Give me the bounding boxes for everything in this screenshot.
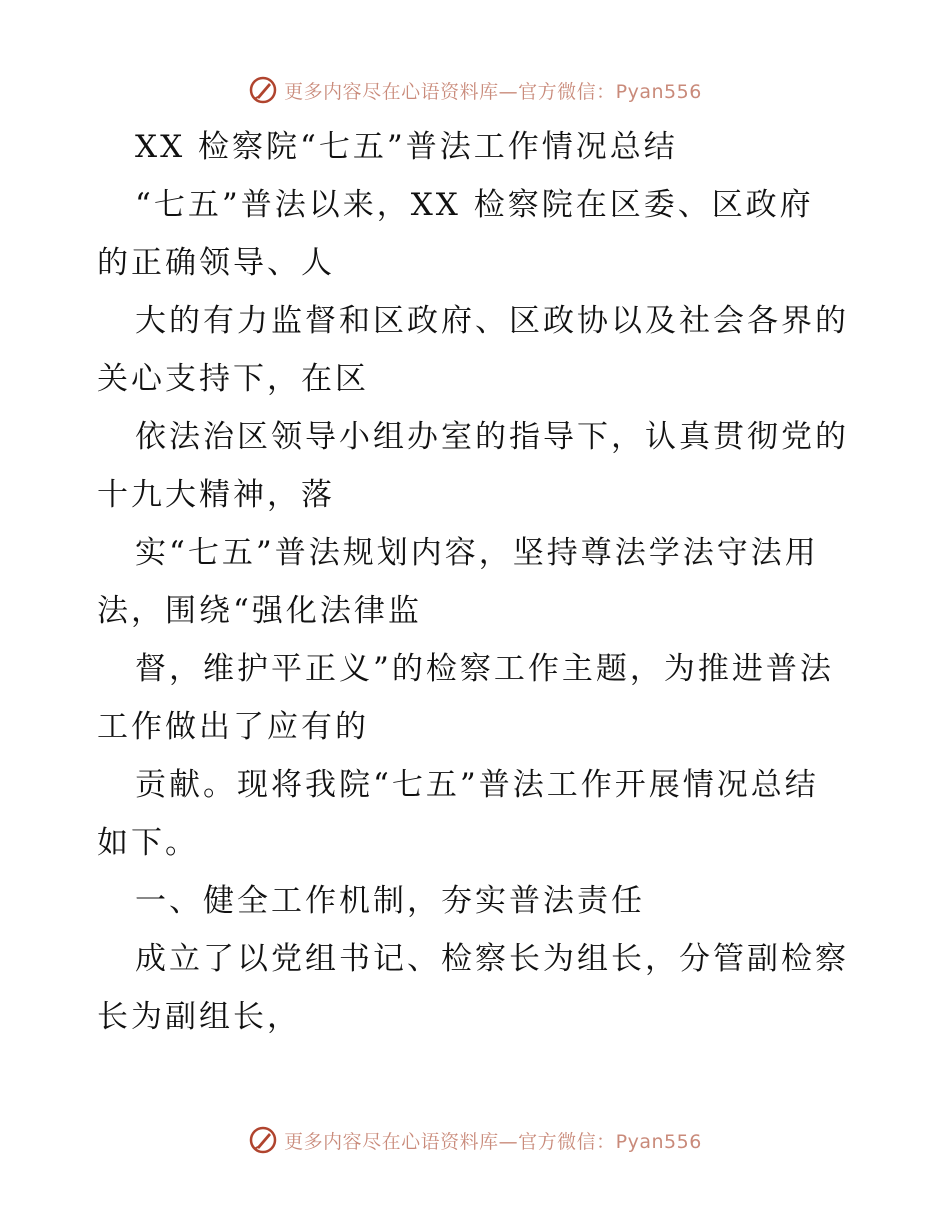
paragraph-line: 工作做出了应有的 (97, 709, 369, 745)
paragraph-line: 法，围绕“强化法律监 (97, 593, 422, 629)
quill-pen-logo-icon (248, 75, 278, 105)
paragraph-line: 督，维护平正义”的检察工作主题，为推进普法 (135, 651, 834, 687)
paragraph-line: 实“七五”普法规划内容，坚持尊法学法守法用 (135, 535, 819, 571)
footer-watermark (0, 1120, 950, 1160)
paragraph-line: 长为副组长， (97, 999, 301, 1035)
paragraph-line: “七五”普法以来，XX 检察院在区委、区政府 (135, 187, 814, 223)
paragraph-line: 关心支持下，在区 (97, 361, 369, 397)
paragraph-line: 如下。 (97, 825, 199, 861)
paragraph-line: 十九大精神，落 (97, 477, 335, 513)
paragraph-line: 大的有力监督和区政府、区政协以及社会各界的 (135, 303, 849, 339)
section-heading: 一、健全工作机制，夯实普法责任 (135, 883, 645, 919)
document-title: XX 检察院“七五”普法工作情况总结 (135, 129, 678, 165)
paragraph-line: 贡献。现将我院“七五”普法工作开展情况总结 (135, 767, 819, 803)
paragraph-line: 成立了以党组书记、检察长为组长，分管副检察 (135, 941, 849, 977)
header-watermark (0, 70, 950, 110)
watermark-text: 更多内容尽在心语资料库—官方微信：Pyan556 (284, 80, 702, 103)
watermark-text: 更多内容尽在心语资料库—官方微信：Pyan556 (284, 1130, 702, 1153)
quill-pen-logo-icon (248, 1125, 278, 1155)
paragraph-line: 依法治区领导小组办室的指导下，认真贯彻党的 (135, 419, 849, 455)
paragraph-line: 的正确领导、人 (97, 245, 335, 281)
